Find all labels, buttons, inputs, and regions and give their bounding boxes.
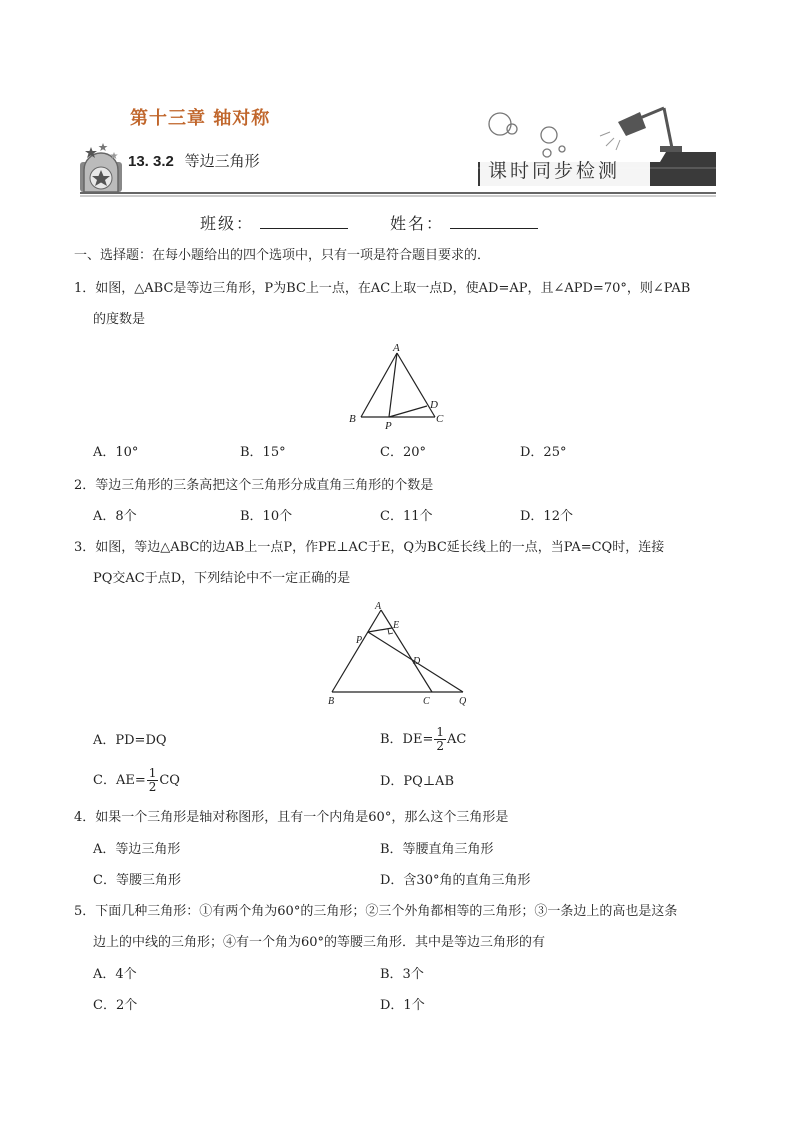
q1-option-a[interactable]: A．10° [93, 445, 139, 460]
header-decoration [0, 0, 794, 200]
q5-option-c[interactable]: C．2个 [93, 998, 138, 1013]
q3-option-c-suffix: CQ [159, 773, 180, 788]
q3-label-D: D [413, 656, 421, 667]
q3-label-P: P [356, 635, 363, 646]
class-label: 班级： [200, 214, 255, 233]
q1-text-line1: 1．如图，△ABC是等边三角形，P为BC上一点，在AC上取一点D，使AD=AP，且∠APD=70°，则∠PAB [74, 281, 691, 296]
q5-option-b[interactable]: B．3个 [380, 967, 424, 982]
q2-option-b[interactable]: B．10个 [240, 509, 293, 524]
section-name: 等边三角形 [184, 152, 260, 170]
q3-label-E: E [393, 620, 400, 631]
q3-text-line1: 3．如图，等边△ABC的边AB上一点P，作PE⊥AC于E，Q为BC延长线上的一点，当PA=CQ时，连接 [74, 540, 665, 555]
fraction-one-half: $\frac{1}{2}$ [148, 766, 157, 794]
q5-option-a[interactable]: A．4个 [93, 967, 137, 982]
q1-option-d[interactable]: D．25° [520, 445, 567, 460]
q5-option-d[interactable]: D．1个 [380, 998, 425, 1013]
q3-label-A: A [375, 601, 382, 612]
q3-option-d[interactable]: D．PQ⊥AB [380, 774, 454, 789]
q4-option-c[interactable]: C．等腰三角形 [93, 873, 181, 888]
q3-option-a[interactable]: A．PD=DQ [93, 733, 167, 748]
q3-option-b[interactable] [380, 720, 466, 760]
banner-text: 课时同步检测 [488, 160, 621, 182]
q4-option-a[interactable]: A．等边三角形 [93, 842, 181, 857]
q5-text-line2: 边上的中线的三角形；④有一个角为60°的等腰三角形．其中是等边三角形的有 [93, 935, 546, 950]
q1-text-line2: 的度数是 [93, 312, 146, 327]
q1-label-D: D [430, 399, 438, 411]
q1-label-P: P [385, 420, 392, 430]
class-blank[interactable] [260, 214, 348, 229]
q3-option-b-suffix: AC [447, 732, 467, 747]
q2-option-d[interactable]: D．12个 [520, 509, 573, 524]
name-field[interactable] [390, 211, 538, 234]
q4-option-b[interactable]: B．等腰直角三角形 [380, 842, 494, 857]
q1-label-C: C [436, 413, 444, 425]
q2-text: 2．等边三角形的三条高把这个三角形分成直角三角形的个数是 [74, 478, 434, 493]
fraction-one-half: $\frac{1}{2}$ [436, 725, 444, 753]
desk-lamp-icon [600, 108, 682, 152]
q2-option-a[interactable]: A．8个 [93, 509, 137, 524]
q1-option-c[interactable]: C．20° [380, 445, 426, 460]
q3-label-Q: Q [459, 696, 467, 707]
bubbles-icon [489, 113, 565, 157]
q1-option-b[interactable]: B．15° [240, 445, 286, 460]
instructions: 一、选择题：在每小题给出的四个选项中，只有一项是符合题目要求的． [74, 248, 491, 263]
section-number: 13. 3.2 [128, 153, 174, 170]
section-title [128, 150, 260, 171]
q3-figure [320, 598, 480, 710]
q3-text-line2: PQ交AC于点D，下列结论中不一定正确的是 [93, 571, 351, 586]
q3-label-C: C [423, 696, 430, 707]
q2-option-c[interactable]: C．11个 [380, 509, 433, 524]
q3-option-c[interactable] [93, 761, 180, 801]
q1-label-A: A [393, 342, 400, 354]
q3-option-b-prefix: B．DE= [380, 732, 434, 747]
q1-figure [345, 340, 455, 430]
chapter-title: 第十三章 轴对称 [130, 108, 271, 129]
q5-text-line1: 5．下面几种三角形：①有两个角为60°的三角形；②三个外角都相等的三角形；③一条边上的高也是这条 [74, 904, 678, 919]
star-badge-icon [80, 143, 122, 192]
name-blank[interactable] [450, 214, 538, 229]
class-field[interactable] [200, 211, 348, 234]
q4-text: 4．如果一个三角形是轴对称图形，且有一个内角是60°，那么这个三角形是 [74, 810, 509, 825]
q1-label-B: B [349, 413, 356, 425]
q4-option-d[interactable]: D．含30°角的直角三角形 [380, 873, 531, 888]
q3-label-B: B [328, 696, 335, 707]
q3-option-c-prefix: C．AE= [93, 773, 146, 788]
name-label: 姓名： [390, 214, 445, 233]
